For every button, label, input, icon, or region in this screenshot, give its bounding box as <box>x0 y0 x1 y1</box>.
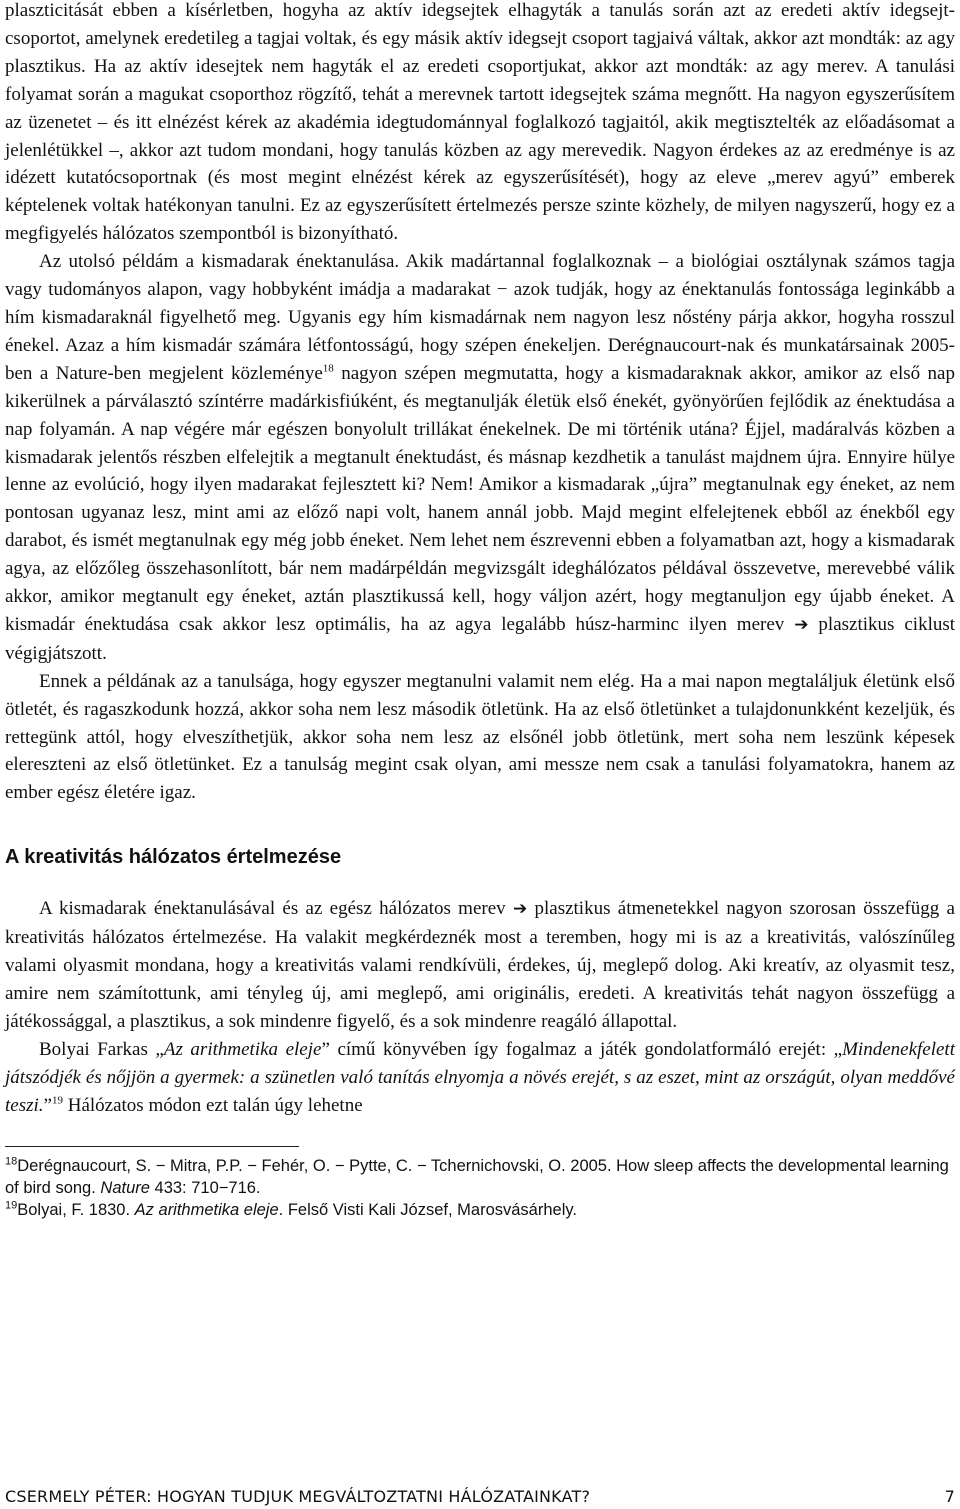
paragraph-text: plasztikus átmenetekkel nagyon szorosan összefügg a kreativitás hálózatos értelmezése. Ha valakit megkérdeznék most a teremben, hogy mi is az a kreativitás, valószínűleg valami olyasmit mondana, hogy a kreativitás valami rendkívüli, érdekes, új, meglepő dolog. Aki kreatív, az olyasmit tesz, amire nem számítottunk, ami tényleg új, ami meglepő, ami originális, eredeti. A kreativitás tehát nagyon összefügg a játékossággal, a plasztikus, a sok mindenre figyelő, és a sok mindenre reagáló állapottal. <box>5 898 955 1032</box>
footnote-ref-19[interactable]: 19 <box>51 1094 63 1107</box>
paragraph-text: ” <box>43 1094 52 1116</box>
footnote-text: 433: 710−716. <box>154 1178 261 1197</box>
bolyai-quote: Mindenekfelett játszódjék és nőjjön a gyermek: a szünetlen való tanítás elnyomja a növés erejét, s az eszet, mint az országút, olyan meddővé teszi. <box>5 1038 955 1116</box>
section-heading: A kreativitás hálózatos értelmezése <box>5 846 342 869</box>
paragraph-text: Az utolsó példám a kismadarak énektanulása. Akik madártannal foglalkoznak – a biológiai osztálynak számos tagja vagy tudományos alapon, vagy hobbyként imádja a madarakat − azok tudják, hogy az énektanulás fontossága leginkább a hím kismadaraknál figyelhető meg. Ugyanis egy hím kismadárnak nem nagyon lesz nőstény párja akkor, hogyha rosszul énekel. Azaz a hím kismadár számára létfontosságú, hogy szépen énekeljen. Derégnaucourt-nak és munkatársainak 2005-ben a Nature-ben megjelent közleménye <box>5 251 955 384</box>
arrow-right-icon: ➔ <box>512 899 528 920</box>
paragraph-lesson <box>5 668 955 808</box>
footnote-divider <box>5 1146 299 1147</box>
book-title: Az arithmetika eleje <box>163 1038 322 1060</box>
running-title: CSERMELY PÉTER: HOGYAN TUDJUK MEGVÁLTOZTATNI HÁLÓZATAINKAT? <box>5 1487 591 1506</box>
footnote-19 <box>5 1199 955 1221</box>
paragraph-text: A kismadarak énektanulásával és az egész hálózatos merev <box>39 898 506 920</box>
footnote-number: 19 <box>5 1199 18 1212</box>
paragraph-text: plaszticitását ebben a kísérletben, hogyha az aktív idegsejtek elhagyták a tanulás során azt az eredeti aktív idegsejt-csoportot, amelynek eredetileg a tagjai voltak, és egy másik aktív idegsejt csoport tagjaivá váltak, akkor azt mondták: az agy plasztikus. Ha az aktív idesejtek nem hagyták el az eredeti csoportjukat, akkor azt mondták: az agy merev. A tanulási folyamat során a magukat csoporthoz rögzítő, tehát a merevnek tartott idegsejtek száma megnőtt. Ha nagyon egyszerűsítem az üzenetet – és itt elnézést kérek az akadémia idegtudománnyal foglalkozó tagjaitól, akik megtisztelték az előadásomat a jelenlétükkel –, akkor azt tudom mondani, hogy tanulás közben az agy merevedik. Nagyon érdekes az az eredménye is az idézett kutatócsoportnak (és most megint elnézést kérek az egyszerűsítését), hogy az eleve „merev agyú” emberek képtelenek voltak hatékonyan tanulni. Ez az egyszerűsített értelmezés persze szinte közhely, de milyen nagyszerű, hogy ez a megfigyelés hálózatos szempontból is bizonyítható. <box>5 0 955 245</box>
paragraph-text: plasztikus ciklust végigjátszott. <box>5 613 956 664</box>
footnote-text: . Felső Visti Kali József, Marosvásárhely. <box>278 1200 577 1219</box>
paragraph-text: nagyon szépen megmutatta, hogy a kismadaraknak akkor, amikor az első nap kikerülnek a párválasztó színtérre madárkisfiúként, és megtanulják életük első énekét, gyönyörűen fejlődik az énektudása a nap folyamán. A nap végére már egészen bonyolult trillákat énekelnek. De mi történik utána? Éjjel, madáralvás közben a kismadarak jelentős részben elfelejtik a megtanult énektudást, és másnap kezdhetik a tanulást majdnem újra. Ennyire hülye lenne az evolúció, hogy ilyen madarakat fejlesztett ki? Nem! Amikor a kismadarak „újra” megtanulnak egy éneket, az nem pontosan ugyanaz lesz, mint ami az előző napi volt, hanem annál jobb. Majd megint elfelejtenek ebből az énekből egy darabot, és ismét megtanulnak egy még jobb éneket. Nem lehet nem észrevenni ebben a folyamatban azt, hogy a kismadarak agya, az előzőleg összehasonlított, bár nem madárpéldán megvizsgált ideghálózatos példával összevetve, merevebbé válik akkor, amikor megtanult egy éneket, aztán plasztikussá kell, hogy váljon azért, hogy megtanuljon egy újabb éneket. A kismadár énektudása csak akkor lesz optimális, ha az agya legalább húsz-harminc ilyen merev <box>5 362 955 635</box>
paragraph-text: ” című könyvében így fogalmaz a játék gondolatformáló erejét: „ <box>321 1038 843 1060</box>
page-footer <box>5 1486 955 1508</box>
page-number: 7 <box>944 1487 955 1506</box>
paragraph-creativity <box>5 895 955 1036</box>
footnote-text: Derégnaucourt, S. − Mitra, P.P. − Fehér, O. − Pytte, C. − Tchernichovski, O. 2005. How sleep affects the developmental learning of bird song. <box>5 1156 949 1197</box>
arrow-right-icon: ➔ <box>794 614 809 635</box>
footnote-number: 18 <box>5 1155 18 1168</box>
footnote-journal: Nature <box>100 1178 150 1197</box>
paragraph-brain-plasticity <box>5 0 955 248</box>
paragraph-text: Hálózatos módon ezt talán úgy lehetne <box>67 1094 363 1116</box>
page-body <box>5 0 955 1221</box>
paragraph-text: Bolyai Farkas „ <box>39 1038 164 1060</box>
paragraph-bird-song <box>5 248 955 668</box>
footnote-ref-18[interactable]: 18 <box>322 362 334 375</box>
paragraph-text: Ennek a példának az a tanulsága, hogy egyszer megtanulni valamit nem elég. Ha a mai napon megtaláljuk életünk első ötletét, és ragaszkodunk hozzá, akkor soha nem lesz második ötletünk. Ha az első ötletünket a tulajdonunkként kezeljük, és rettegünk attól, hogy elveszíthetjük, akkor soha nem lesz az elsőnél jobb ötletünk, mert soha nem leszünk képesek elereszteni az első ötletünket. Ez a tanulság megint csak olyan, ami messze nem csak a tanulási folyamatokra, hanem az ember egész életére igaz. <box>5 670 955 804</box>
footnote-18 <box>5 1155 955 1199</box>
footnote-book-title: Az arithmetika eleje <box>134 1200 279 1219</box>
footnote-text: Bolyai, F. 1830. <box>17 1200 131 1219</box>
paragraph-bolyai <box>5 1036 955 1120</box>
